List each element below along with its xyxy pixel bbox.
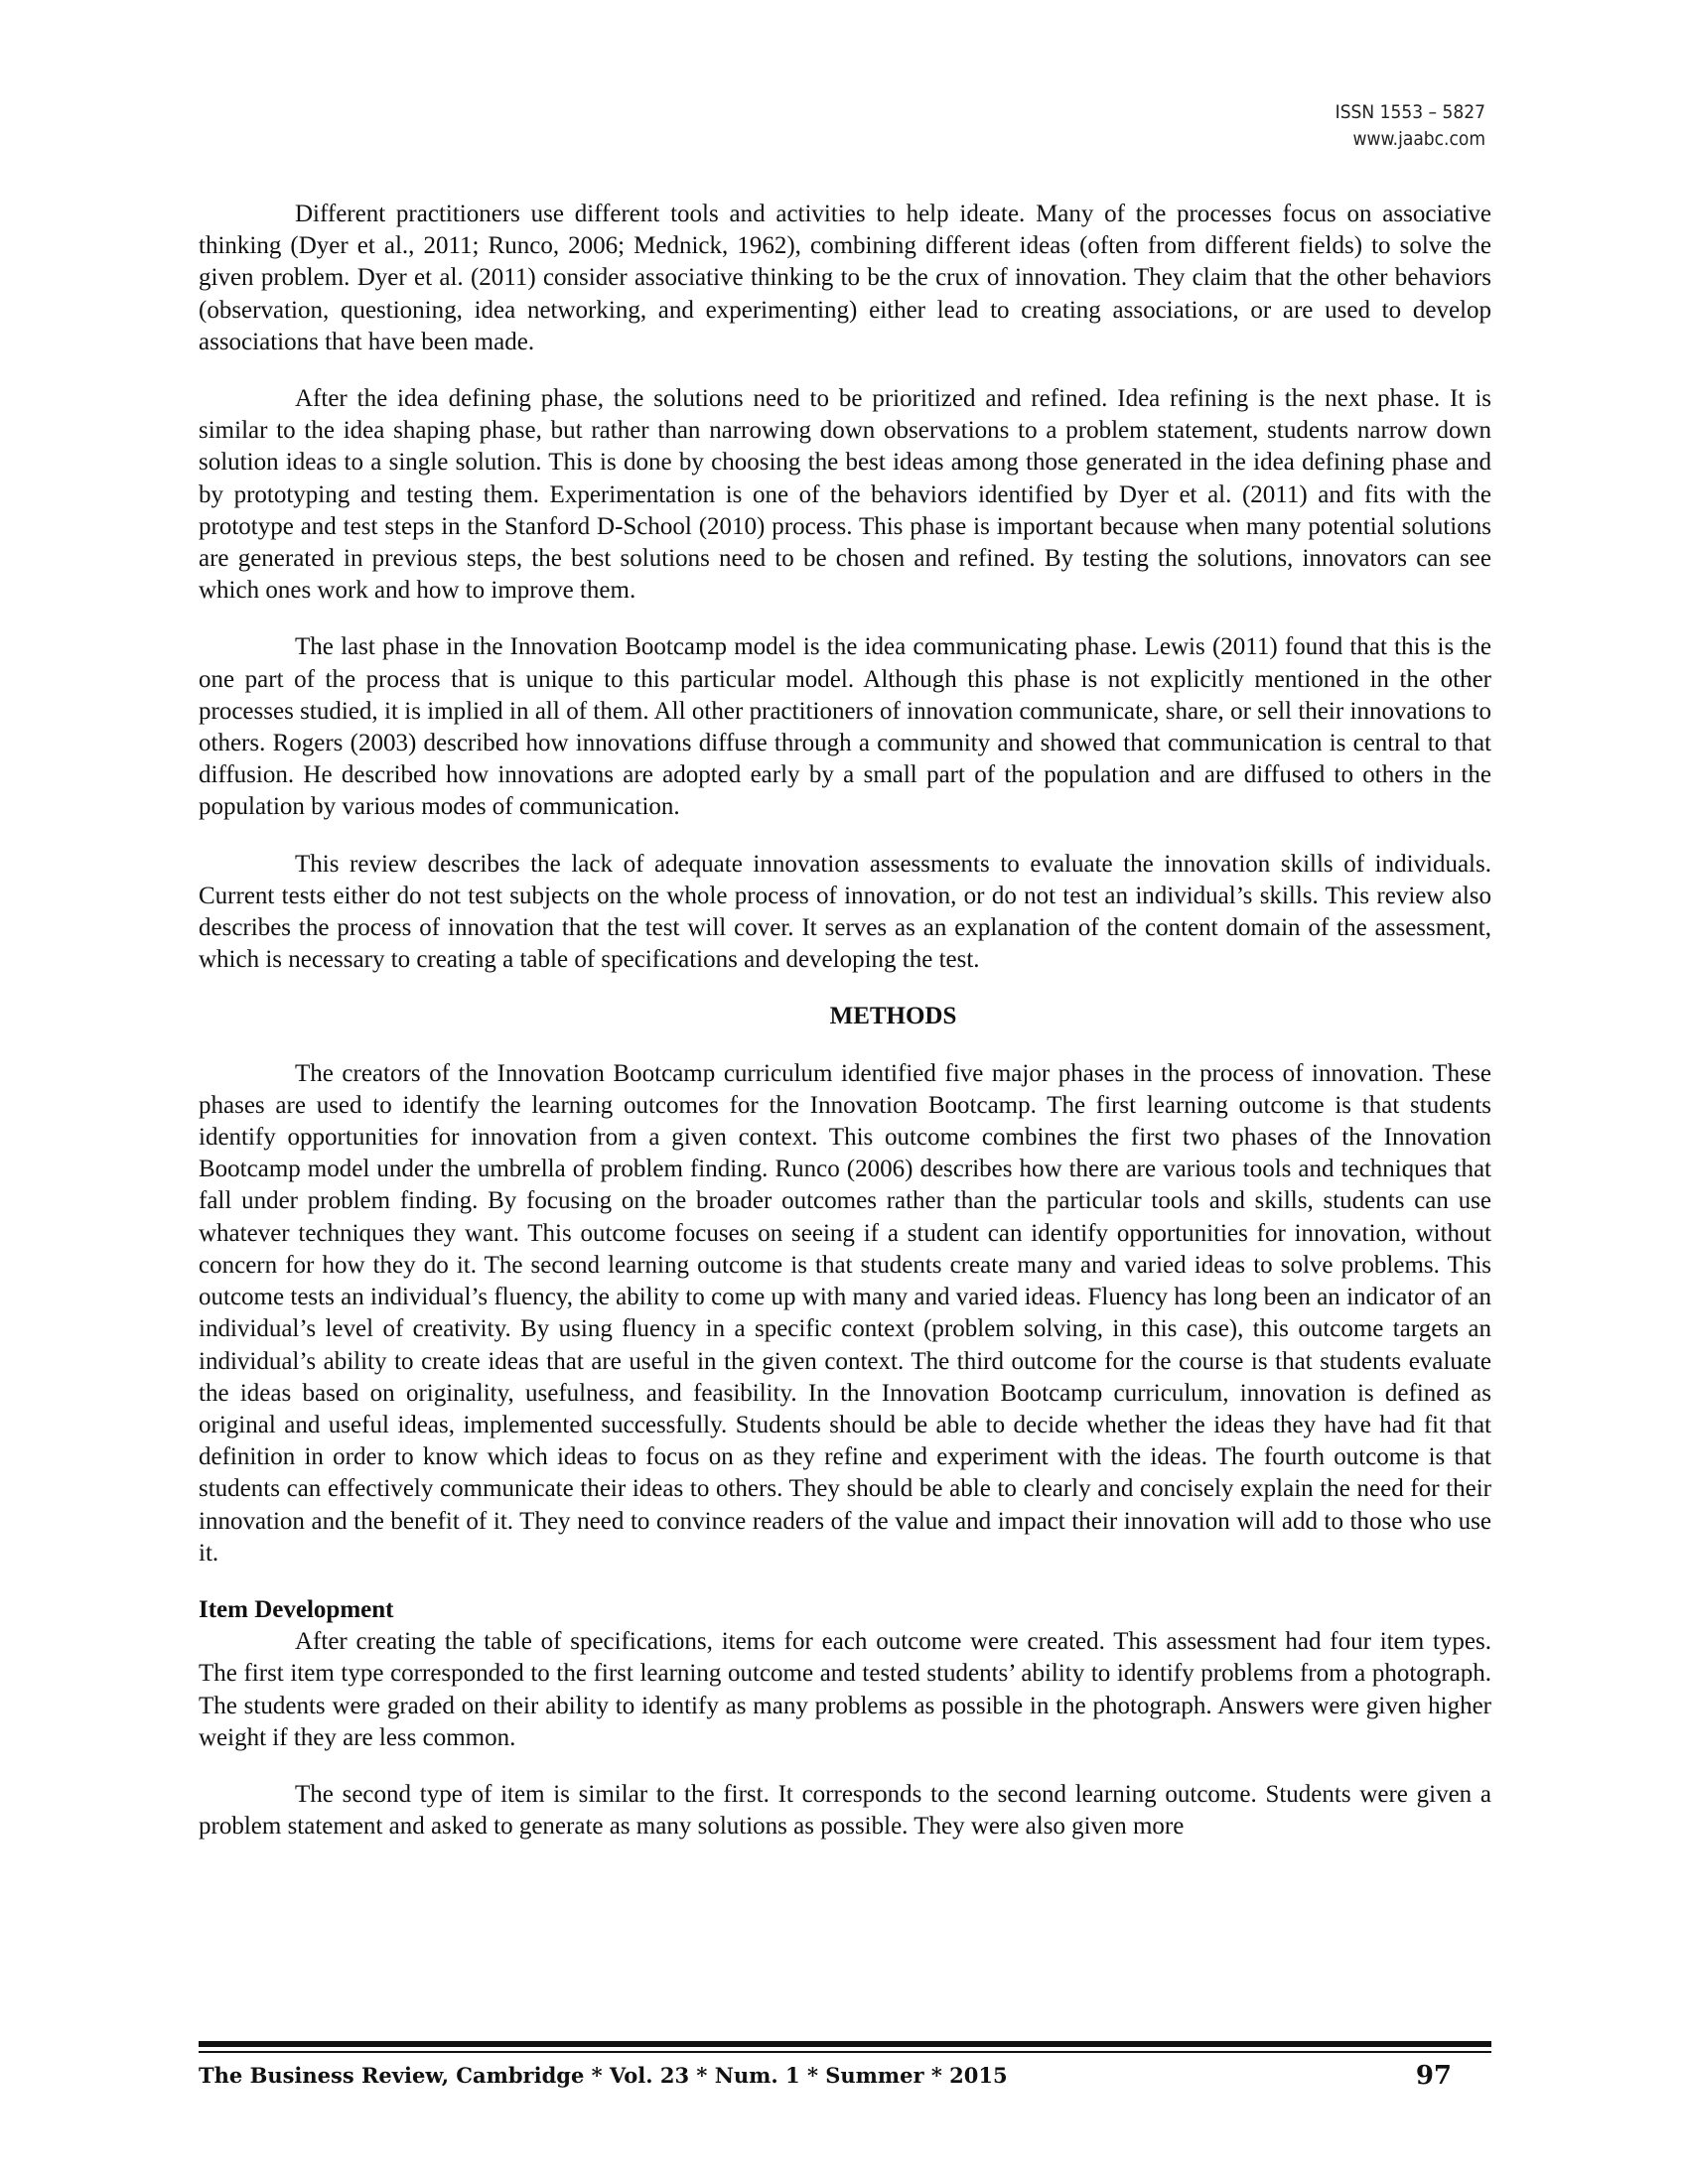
paragraph: The creators of the Innovation Bootcamp curriculum identified five major phases in the process of innovation. These phases are used to identify the learning outcomes for the Innovation Bootcamp. The first learning outcome is that students identify opportunities for innovation from a given context. This outcome combines the first two phases of the Innovation Bootcamp model under the umbrella of problem finding. Runco (2006) describes how there are various tools and techniques that fall under problem finding. By focusing on the broader outcomes rather than the particular tools and skills, students can use whatever techniques they want. This outcome focuses on seeing if a student can identify opportunities for innovation, without concern for how they do it. The second learning outcome is that students create many and varied ideas to solve problems. This outcome tests an individual’s fluency, the ability to come up with many and varied ideas. Fluency has long been an indicator of an individual’s level of creativity. By using fluency in a specific context (problem solving, in this case), this outcome targets an individual’s ability to create ideas that are useful in the given context. The third outcome for the course is that students evaluate the ideas based on originality, usefulness, and feasibility. In the Innovation Bootcamp curriculum, innovation is defined as original and useful ideas, implemented successfully. Students should be able to decide whether the ideas they have had fit that definition in order to know which ideas to focus on as they refine and experiment with the ideas. The fourth outcome is that students can effectively communicate their ideas to others. They should be able to clearly and concisely explain the need for their innovation and the benefit of it. They need to convince readers of the value and impact their innovation will add to those who use it. (199, 1059, 1491, 1567)
body-text (199, 199, 1491, 1867)
page-header (1336, 99, 1485, 153)
paragraph: After creating the table of specifications, items for each outcome were created. This assessment had four item types. The first item type corresponded to the first learning outcome and tested students’ ability to identify problems from a photograph. The students were graded on their ability to identify as many problems as possible in the photograph. Answers were given higher weight if they are less common. (199, 1628, 1491, 1751)
issn-number: ISSN 1553 – 5827 (1335, 101, 1485, 123)
paragraph: After the idea defining phase, the solutions need to be prioritized and refined. Idea refining is the next phase. It is similar to the idea shaping phase, but rather than narrowing down observations to a problem statement, students narrow down solution ideas to a single solution. This is done by choosing the best ideas among those generated in the idea defining phase and by prototyping and testing them. Experimentation is one of the behaviors identified by Dyer et al. (2011) and fits with the prototype and test steps in the Stanford D-School (2010) process. This phase is important because when many potential solutions are generated in previous steps, the best solutions need to be chosen and refined. By testing the solutions, innovators can see which ones work and how to improve them. (199, 385, 1491, 605)
paragraph: The last phase in the Innovation Bootcamp model is the idea communicating phase. Lewis (2011) found that this is the one part of the process that is unique to this particular model. Although this phase is not explicitly mentioned in the other processes studied, it is implied in all of them. All other practitioners of innovation communicate, share, or sell their innovations to others. Rogers (2003) described how innovations diffuse through a community and showed that communication is central to that diffusion. He described how innovations are adopted early by a small part of the population and are diffused to others in the population by various modes of communication. (199, 633, 1491, 821)
paragraph: Different practitioners use different tools and activities to help ideate. Many of the processes focus on associative thinking (Dyer et al., 2011; Runco, 2006; Mednick, 1962), combining different ideas (often from different fields) to solve the given problem. Dyer et al. (2011) consider associative thinking to be the crux of innovation. They claim that the other behaviors (observation, questioning, idea networking, and experimenting) either lead to creating associations, or are used to develop associations that have been made. (199, 201, 1491, 355)
page-number: 97 (1415, 2061, 1452, 2091)
paragraph: This review describes the lack of adequate innovation assessments to evaluate the innovation skills of individuals. Current tests either do not test subjects on the whole process of innovation, or do not test an individual’s skills. This review also describes the process of innovation that the test will cover. It serves as an explanation of the content domain of the assessment, which is necessary to creating a table of specifications and developing the test. (199, 850, 1491, 974)
footer-rule-thick (199, 2041, 1491, 2047)
paragraph: The second type of item is similar to the first. It corresponds to the second learning outcome. Students were given a problem statement and asked to generate as many solutions as possible. They were also given more (199, 1780, 1491, 1841)
journal-website: www.jaabc.com (1352, 128, 1485, 150)
section-heading-methods: METHODS (829, 1003, 957, 1030)
footer-journal-citation: The Business Review, Cambridge * Vol. 23 * Num. 1 * Summer * 2015 (199, 2063, 1008, 2088)
subsection-heading-item-development: Item Development (199, 1595, 394, 1623)
footer-rule-thin (199, 2051, 1491, 2053)
